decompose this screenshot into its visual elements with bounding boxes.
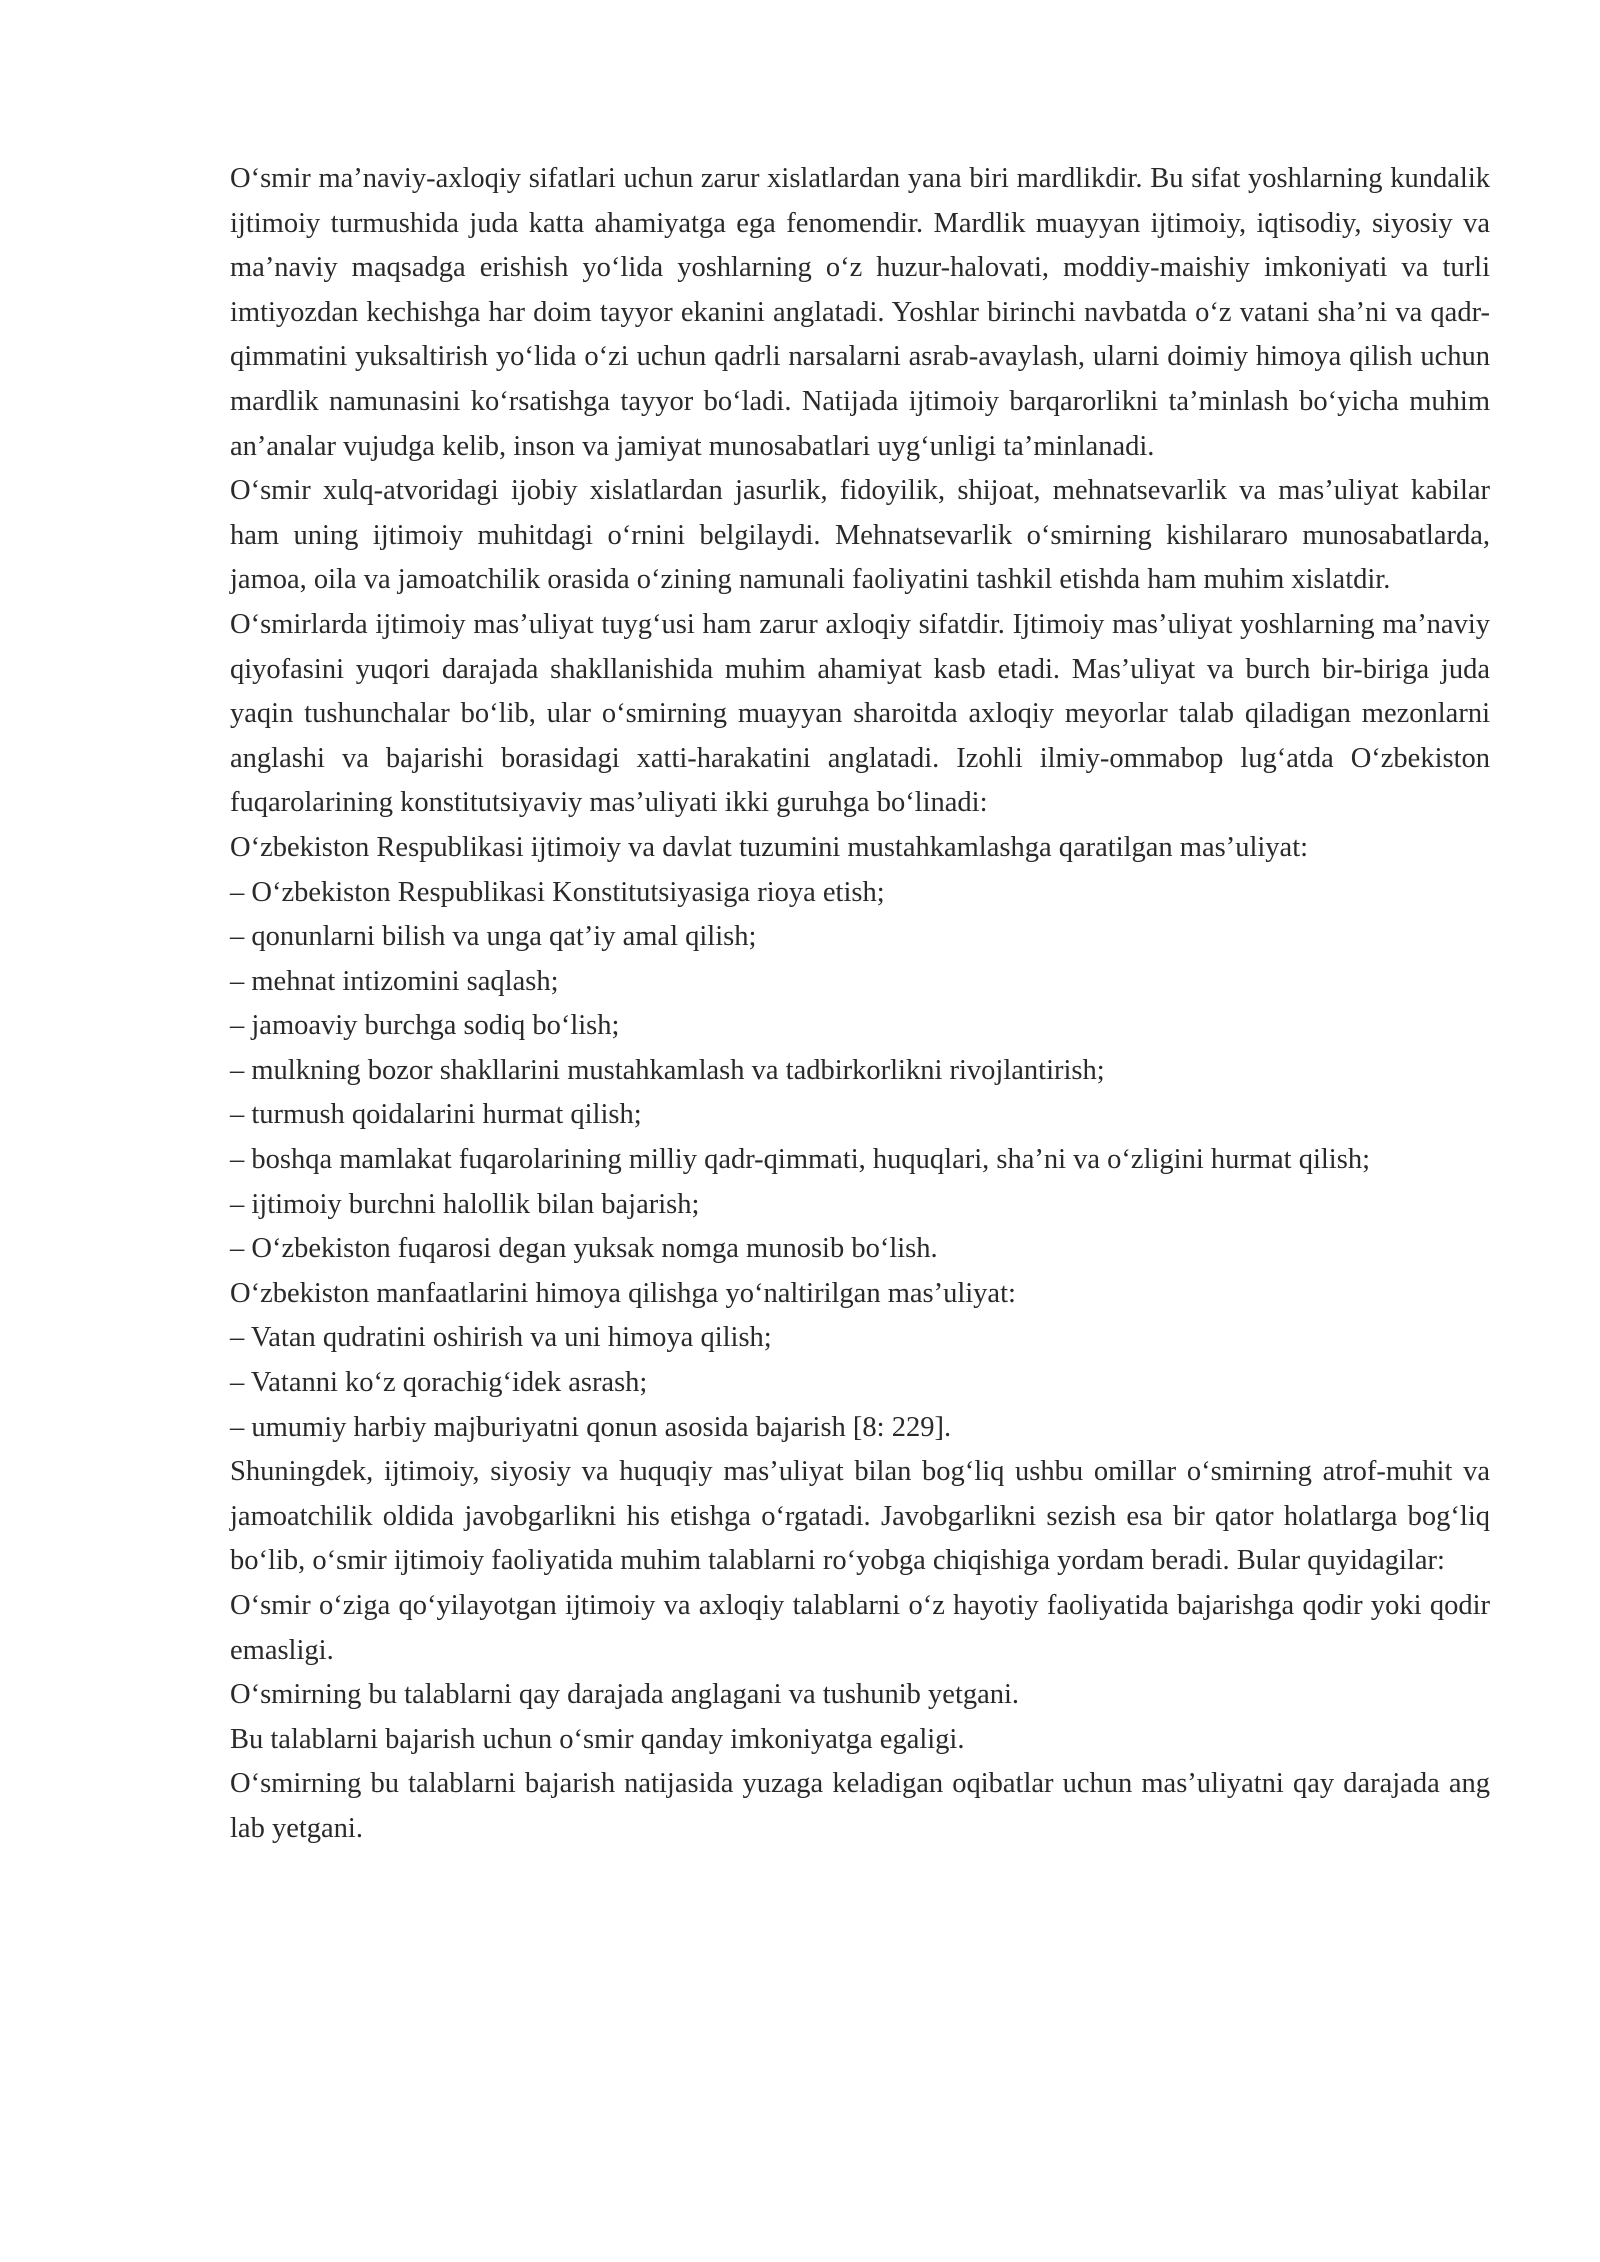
list-item: – mulkning bozor shakllarini mustahkamlash va tadbirkorlikni rivojlantirish; [230,1054,1105,1086]
paragraph-xulq-atvor: O‘smir xulq-atvoridagi ijobiy xislatlardan jasurlik, fidoyilik, shijoat, mehnatsevarlik va mas’uliyat kabilar ham uning ijtimoiy muhitdagi o‘rnini belgilaydi. Mehnatsevarlik o‘smirning kishilararo munosabatlarda, jamoa, oila va jamoatchilik orasida o‘zining namunali faoliyatini tashkil etishda ham muhim xislatdir. [230,475,1490,596]
list-item: – jamoaviy burchga sodiq bo‘lish; [230,1010,620,1042]
list-heading-davlat-tuzumi: O‘zbekiston Respublikasi ijtimoiy va davlat tuzumini mustahkamlashga qaratilgan mas’uliyat: [230,831,1309,863]
list-item: – mehnat intizomini saqlash; [230,965,559,997]
list-item: – Vatanni ko‘z qorachig‘idek asrash; [230,1367,648,1399]
paragraph-item: O‘smir o‘ziga qo‘yilayotgan ijtimoiy va axloqiy talablarni o‘z hayotiy faoliyatida bajarishga qodir yoki qodir emasligi. [230,1590,1490,1666]
paragraph-javobgarlik: Shuningdek, ijtimoiy, siyosiy va huquqiy mas’uliyat bilan bog‘liq ushbu omillar o‘smirning atrof-muhit va jamoatchilik oldida javobgarlikni his etishga o‘rgatadi. Javobgarlikni sezish esa bir qator holatlarga bog‘liq bo‘lib, o‘smir ijtimoiy faoliyatida muhim talablarni ro‘yobga chiqishiga yordam beradi. Bular quyidagilar: [230,1456,1490,1577]
list-item: – O‘zbekiston fuqarosi degan yuksak nomga munosib bo‘lish. [230,1233,938,1265]
document-page [230,157,1490,1852]
list-item: – turmush qoidalarini hurmat qilish; [230,1099,642,1131]
paragraph-item: O‘smirning bu talablarni qay darajada anglagani va tushunib yetgani. [230,1679,1020,1711]
list-item: – boshqa mamlakat fuqarolarining milliy qadr-qimmati, huquqlari, sha’ni va o‘zligini hurmat qilish; [230,1144,1370,1176]
list-item: – O‘zbekiston Respublikasi Konstitutsiyasiga rioya etish; [230,876,885,908]
paragraph-masuliyat: O‘smirlarda ijtimoiy mas’uliyat tuyg‘usi ham zarur axloqiy sifatdir. Ijtimoiy mas’uliyat yoshlarning ma’naviy qiyofasini yuqori darajada shakllanishida muhim ahamiyat kasb etadi. Mas’uliyat va burch bir-biriga juda yaqin tushunchalar bo‘lib, ular o‘smirning muayyan sharoitda axloqiy meyorlar talab qiladigan mezonlarni anglashi va bajarishi borasidagi xatti-harakatini anglatadi. Izohli ilmiy-ommabop lug‘atda O‘zbekiston fuqarolarining konstitutsiyaviy mas’uliyati ikki guruhga bo‘linadi: [230,608,1490,819]
paragraph-item: O‘smirning bu talablarni bajarish natijasida yuzaga keladigan oqibatlar uchun mas’uliyatni qay darajada ang lab yetgani. [230,1768,1490,1844]
list-heading-manfaatlar: O‘zbekiston manfaatlarini himoya qilishga yo‘naltirilgan mas’uliyat: [230,1277,1016,1309]
list-item: – umumiy harbiy majburiyatni qonun asosida bajarish [8: 229]. [230,1411,952,1443]
list-item: – qonunlarni bilish va unga qat’iy amal qilish; [230,921,757,953]
paragraph-mardlik: O‘smir ma’naviy-axloqiy sifatlari uchun zarur xislatlardan yana biri mardlikdir. Bu sifat yoshlarning kundalik ijtimoiy turmushida juda katta ahamiyatga ega fenomendir. Mardlik muayyan ijtimoiy, iqtisodiy, siyosiy va ma’naviy maqsadga erishish yo‘lida yoshlarning o‘z huzur-halovati, moddiy-maishiy imkoniyati va turli imtiyozdan kechishga har doim tayyor ekanini anglatadi. Yoshlar birinchi navbatda o‘z vatani sha’ni va qadr-qimmatini yuksaltirish yo‘lida o‘zi uchun qadrli narsalarni asrab-avaylash, ularni doimiy himoya qilish uchun mardlik namunasini ko‘rsatishga tayyor bo‘ladi. Natijada ijtimoiy barqarorlikni ta’minlash bo‘yicha muhim an’analar vujudga kelib, inson va jamiyat munosabatlari uyg‘unligi ta’minlanadi. [230,163,1490,462]
list-item: – ijtimoiy burchni halollik bilan bajarish; [230,1188,700,1220]
paragraph-item: Bu talablarni bajarish uchun o‘smir qanday imkoniyatga egaligi. [230,1723,965,1755]
list-item: – Vatan qudratini oshirish va uni himoya qilish; [230,1322,772,1354]
